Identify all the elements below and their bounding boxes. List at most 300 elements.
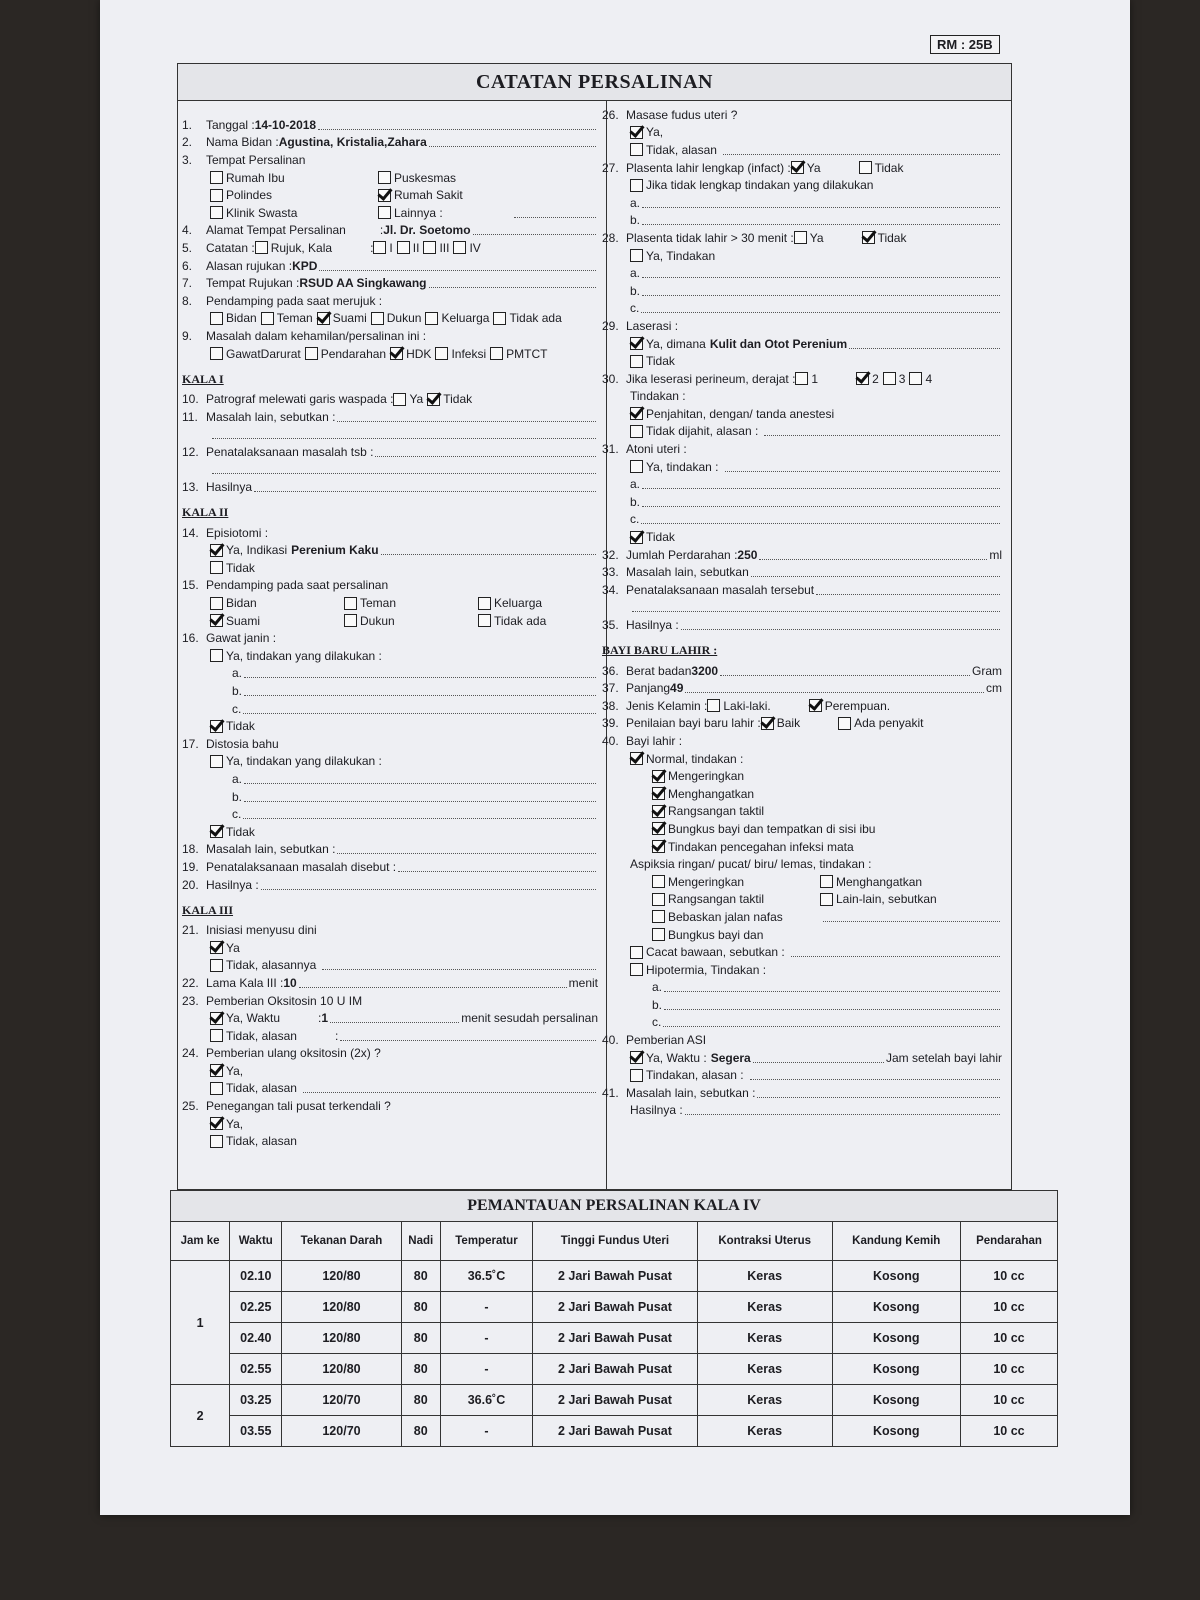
checkbox-option[interactable]	[397, 241, 420, 255]
fill-in-line[interactable]	[261, 880, 596, 890]
table-cell: 2 Jari Bawah Pusat	[533, 1323, 698, 1354]
checkbox-option[interactable]	[862, 231, 907, 245]
item-label: Penatalaksanaan masalah disebut :	[206, 859, 397, 874]
checkbox-icon[interactable]	[630, 963, 643, 976]
checkbox-option[interactable]	[255, 241, 332, 255]
checkbox-icon[interactable]	[652, 893, 665, 906]
checkbox-option[interactable]	[652, 804, 764, 818]
item-number: 2.	[182, 135, 193, 150]
item-label: cm	[986, 681, 1002, 696]
fill-in-line[interactable]	[641, 303, 1000, 313]
checkbox-option[interactable]	[838, 716, 923, 730]
checkbox-option[interactable]	[435, 347, 486, 361]
checkbox-option[interactable]	[478, 614, 608, 628]
checkbox-option[interactable]	[791, 161, 821, 175]
checked-checkbox-icon[interactable]	[652, 787, 665, 800]
fill-in-line[interactable]	[750, 1070, 1000, 1080]
fill-in-line[interactable]	[254, 482, 596, 492]
table-cell: Keras	[697, 1385, 832, 1416]
form-item	[602, 803, 1002, 821]
checkbox-icon[interactable]	[630, 179, 643, 192]
fill-in-line[interactable]	[641, 514, 1000, 524]
fill-in-line[interactable]	[429, 137, 596, 147]
checkbox-label: Ya, tindakan yang dilakukan :	[226, 648, 382, 663]
checked-checkbox-icon[interactable]	[210, 1064, 223, 1077]
form-item	[182, 921, 598, 939]
checked-checkbox-icon[interactable]	[210, 720, 223, 733]
checkbox-icon[interactable]	[794, 231, 807, 244]
checkbox-option[interactable]	[317, 311, 367, 325]
checkbox-icon[interactable]	[210, 347, 223, 360]
fill-in-line[interactable]	[791, 947, 1000, 957]
checkbox-label: Dukun	[386, 311, 422, 326]
fill-in-line[interactable]	[663, 1017, 1000, 1027]
checkbox-icon[interactable]	[210, 312, 223, 325]
checkbox-icon[interactable]	[305, 347, 318, 360]
checkbox-icon[interactable]	[630, 249, 643, 262]
fill-in-line[interactable]	[642, 479, 1000, 489]
checked-checkbox-icon[interactable]	[809, 699, 822, 712]
checkbox-option[interactable]	[210, 825, 255, 839]
checkbox-icon[interactable]	[397, 241, 410, 254]
checkbox-option[interactable]	[210, 1029, 297, 1043]
checked-checkbox-icon[interactable]	[210, 614, 223, 627]
checkbox-option[interactable]	[630, 945, 785, 959]
checkbox-label: Tidak ada	[494, 613, 547, 628]
checkbox-option[interactable]	[344, 614, 474, 628]
checkbox-icon[interactable]	[423, 241, 436, 254]
checkbox-icon[interactable]	[630, 425, 643, 438]
checkbox-option[interactable]	[630, 249, 715, 263]
checkbox-icon[interactable]	[478, 597, 491, 610]
checkbox-option[interactable]	[630, 354, 675, 368]
monitoring-table	[170, 1221, 1058, 1447]
filled-value: RSUD AA Singkawang	[299, 276, 427, 291]
checkbox-icon[interactable]	[453, 241, 466, 254]
checkbox-option[interactable]	[630, 460, 719, 474]
fill-in-line[interactable]	[337, 412, 596, 422]
item-label: Laserasi :	[626, 318, 679, 333]
checkbox-option[interactable]	[630, 178, 873, 192]
form-item	[182, 594, 598, 612]
form-item	[182, 1132, 598, 1150]
checkbox-icon[interactable]	[820, 893, 833, 906]
fill-in-line[interactable]	[473, 225, 596, 235]
checkbox-label: Suami	[332, 311, 367, 326]
table-cell: 120/70	[282, 1416, 401, 1447]
fill-in-line[interactable]	[337, 844, 596, 854]
fill-in-line[interactable]	[303, 1083, 596, 1093]
item-label: a.	[652, 980, 663, 995]
checkbox-option[interactable]	[490, 347, 547, 361]
item-label: :	[379, 223, 384, 238]
form-item	[602, 511, 1002, 529]
checkbox-option[interactable]	[210, 171, 340, 185]
checkbox-option[interactable]	[630, 530, 675, 544]
form-item	[602, 697, 1002, 715]
checkbox-option[interactable]	[630, 125, 663, 139]
fill-in-line[interactable]	[759, 550, 987, 560]
checkbox-icon[interactable]	[909, 372, 922, 385]
fill-in-line[interactable]	[642, 286, 1000, 296]
checkbox-icon[interactable]	[652, 910, 665, 923]
form-item	[602, 581, 1002, 599]
checked-checkbox-icon[interactable]	[210, 1012, 223, 1025]
checkbox-option[interactable]	[373, 241, 392, 255]
checked-checkbox-icon[interactable]	[652, 840, 665, 853]
fill-in-line[interactable]	[244, 686, 596, 696]
form-item	[182, 222, 598, 240]
checkbox-icon[interactable]	[859, 161, 872, 174]
checkbox-icon[interactable]	[493, 312, 506, 325]
filled-value: Jl. Dr. Soetomo	[383, 223, 471, 238]
fill-in-line[interactable]	[340, 1031, 596, 1041]
checkbox-icon[interactable]	[490, 347, 503, 360]
checkbox-option[interactable]	[305, 347, 386, 361]
checkbox-icon[interactable]	[210, 755, 223, 768]
fill-in-line[interactable]	[723, 145, 1000, 155]
fill-in-line[interactable]	[429, 278, 596, 288]
checkbox-option[interactable]	[427, 392, 472, 406]
fill-in-line[interactable]	[849, 339, 1000, 349]
fill-in-line[interactable]	[330, 1013, 459, 1023]
checkbox-icon[interactable]	[630, 460, 643, 473]
fill-in-line[interactable]	[319, 261, 596, 271]
checkbox-option[interactable]	[393, 392, 423, 406]
table-cell: 36.5˚C	[440, 1261, 532, 1292]
checked-checkbox-icon[interactable]	[210, 544, 223, 557]
checkbox-option[interactable]	[210, 596, 340, 610]
checkbox-icon[interactable]	[210, 1135, 223, 1148]
checkbox-icon[interactable]	[210, 189, 223, 202]
checkbox-option[interactable]	[210, 1134, 297, 1148]
checkbox-icon[interactable]	[210, 597, 223, 610]
checkbox-icon[interactable]	[707, 699, 720, 712]
checked-checkbox-icon[interactable]	[427, 393, 440, 406]
fill-in-line[interactable]	[642, 198, 1000, 208]
checkbox-label: Cacat bawaan, sebutkan :	[646, 945, 785, 960]
table-cell: 36.6˚C	[440, 1385, 532, 1416]
checkbox-option[interactable]	[856, 372, 879, 386]
item-label: Masalah lain, sebutkan :	[206, 409, 336, 424]
fill-in-line[interactable]	[299, 978, 567, 988]
form-item	[182, 957, 598, 975]
checkbox-option[interactable]	[210, 347, 301, 361]
checked-checkbox-icon[interactable]	[630, 337, 643, 350]
checkbox-option[interactable]	[820, 892, 950, 906]
checked-checkbox-icon[interactable]	[652, 805, 665, 818]
fill-in-line[interactable]	[398, 862, 596, 872]
checkbox-label: Ya,	[226, 1063, 244, 1078]
checkbox-option[interactable]	[630, 424, 758, 438]
checkbox-label: Ya, tindakan yang dilakukan :	[226, 754, 382, 769]
checkbox-option[interactable]	[630, 1068, 744, 1082]
checked-checkbox-icon[interactable]	[652, 770, 665, 783]
checkbox-option[interactable]	[630, 337, 706, 351]
checked-checkbox-icon[interactable]	[856, 372, 869, 385]
checked-checkbox-icon[interactable]	[630, 1051, 643, 1064]
fill-in-line[interactable]	[664, 1000, 1000, 1010]
item-number: 40.	[602, 733, 619, 748]
checkbox-option[interactable]	[652, 875, 782, 889]
checkbox-label: Ada penyakit	[854, 716, 924, 731]
checkbox-option[interactable]	[210, 1064, 243, 1078]
form-item	[182, 116, 598, 134]
checked-checkbox-icon[interactable]	[862, 231, 875, 244]
checkbox-option[interactable]	[630, 963, 766, 977]
checkbox-icon[interactable]	[795, 372, 808, 385]
form-item	[182, 292, 598, 310]
checkbox-option[interactable]	[210, 649, 382, 663]
checked-checkbox-icon[interactable]	[210, 941, 223, 954]
checkbox-icon[interactable]	[255, 241, 268, 254]
table-row	[171, 1292, 1058, 1323]
checkbox-option[interactable]	[210, 1011, 280, 1025]
checkbox-option[interactable]	[210, 614, 340, 628]
checkbox-option[interactable]	[425, 311, 489, 325]
fill-in-line[interactable]	[212, 464, 596, 474]
item-number: 28.	[602, 230, 619, 245]
checkbox-icon[interactable]	[210, 561, 223, 574]
form-item	[182, 1045, 598, 1063]
fill-in-line[interactable]	[642, 497, 1000, 507]
table-cell: 80	[401, 1416, 440, 1447]
fill-in-line[interactable]	[375, 447, 596, 457]
fill-in-line[interactable]	[816, 585, 1000, 595]
table-header-row	[171, 1222, 1058, 1261]
checked-checkbox-icon[interactable]	[791, 161, 804, 174]
checkbox-option[interactable]	[652, 928, 782, 942]
checkbox-option[interactable]	[423, 241, 449, 255]
checked-checkbox-icon[interactable]	[630, 752, 643, 765]
item-label: b.	[232, 684, 243, 699]
fill-in-line[interactable]	[381, 545, 596, 555]
checkbox-icon[interactable]	[630, 1069, 643, 1082]
checkbox-option[interactable]	[478, 596, 608, 610]
checkbox-icon[interactable]	[630, 946, 643, 959]
checkbox-option[interactable]	[493, 311, 561, 325]
item-label: Berat badan	[626, 663, 692, 678]
fill-in-line[interactable]	[244, 774, 596, 784]
fill-in-line[interactable]	[642, 268, 1000, 278]
table-cell: 03.25	[230, 1385, 282, 1416]
checked-checkbox-icon[interactable]	[630, 531, 643, 544]
fill-in-line[interactable]	[244, 792, 596, 802]
item-label: b.	[630, 283, 641, 298]
fill-in-line[interactable]	[632, 602, 1000, 612]
item-number: 40.	[602, 1033, 619, 1048]
item-label: b.	[630, 494, 641, 509]
table-row	[171, 1354, 1058, 1385]
checkbox-option[interactable]	[707, 699, 770, 713]
checkbox-icon[interactable]	[261, 312, 274, 325]
checkbox-option[interactable]	[652, 892, 782, 906]
checkbox-icon[interactable]	[883, 372, 896, 385]
item-label: Plasenta lahir lengkap (infact) :	[626, 160, 791, 175]
checkbox-option[interactable]	[795, 372, 818, 386]
form-item	[602, 458, 1002, 476]
checkbox-option[interactable]	[210, 188, 340, 202]
checkbox-option[interactable]	[210, 1117, 243, 1131]
checkbox-option[interactable]	[210, 719, 255, 733]
checkbox-icon[interactable]	[630, 355, 643, 368]
checkbox-option[interactable]	[652, 787, 754, 801]
fill-in-line[interactable]	[318, 120, 596, 130]
kala-iv-monitoring	[170, 1190, 1058, 1447]
checked-checkbox-icon[interactable]	[210, 825, 223, 838]
checkbox-label: HDK	[406, 346, 432, 361]
fill-in-line[interactable]	[243, 704, 596, 714]
checkbox-icon[interactable]	[652, 875, 665, 888]
checkbox-icon[interactable]	[378, 171, 391, 184]
form-item	[602, 423, 1002, 441]
fill-in-line[interactable]	[757, 1088, 1000, 1098]
fill-in-line[interactable]	[720, 666, 970, 676]
checkbox-label: Lainnya :	[394, 205, 443, 220]
checkbox-option[interactable]	[261, 311, 313, 325]
checkbox-label: Infeksi	[451, 346, 487, 361]
checkbox-label: Keluarga	[494, 596, 543, 611]
checked-checkbox-icon[interactable]	[630, 126, 643, 139]
section-heading: KALA I	[182, 371, 224, 386]
checkbox-icon[interactable]	[344, 597, 357, 610]
table-row	[171, 1385, 1058, 1416]
fill-in-line[interactable]	[244, 668, 596, 678]
item-number: 21.	[182, 923, 199, 938]
checked-checkbox-icon[interactable]	[378, 189, 391, 202]
checkbox-icon[interactable]	[210, 959, 223, 972]
checkbox-option[interactable]	[453, 241, 480, 255]
checkbox-option[interactable]	[652, 910, 783, 924]
checkbox-icon[interactable]	[393, 393, 406, 406]
checkbox-icon[interactable]	[210, 206, 223, 219]
checkbox-label: Tidak, alasan	[226, 1081, 297, 1096]
checkbox-label: Dukun	[360, 613, 395, 628]
form-item	[602, 159, 1002, 177]
section-heading: KALA II	[182, 505, 229, 520]
checkbox-icon[interactable]	[435, 347, 448, 360]
checkbox-label: Polindes	[226, 188, 273, 203]
form-item	[602, 820, 1002, 838]
checkbox-icon[interactable]	[344, 614, 357, 627]
checkbox-option[interactable]	[859, 161, 904, 175]
checkbox-icon[interactable]	[210, 649, 223, 662]
fill-in-line[interactable]	[685, 683, 984, 693]
checkbox-option[interactable]	[630, 1051, 707, 1065]
checkbox-option[interactable]	[652, 840, 854, 854]
checkbox-option[interactable]	[378, 206, 508, 220]
checkbox-option[interactable]	[378, 171, 508, 185]
checkbox-option[interactable]	[883, 372, 906, 386]
checkbox-option[interactable]	[909, 372, 932, 386]
checkbox-icon[interactable]	[378, 206, 391, 219]
fill-in-line[interactable]	[664, 982, 1000, 992]
checkbox-option[interactable]	[652, 822, 875, 836]
fill-in-line[interactable]	[725, 462, 1001, 472]
fill-in-line[interactable]	[685, 1105, 1000, 1115]
checked-checkbox-icon[interactable]	[652, 822, 665, 835]
checkbox-icon[interactable]	[820, 875, 833, 888]
table-cell: 2 Jari Bawah Pusat	[533, 1416, 698, 1447]
checkbox-option[interactable]	[820, 875, 950, 889]
checkbox-option[interactable]	[630, 752, 743, 766]
checkbox-option[interactable]	[371, 311, 422, 325]
checkbox-icon[interactable]	[425, 312, 438, 325]
form-item	[182, 426, 598, 444]
checkbox-label: Tidak	[877, 230, 907, 245]
checked-checkbox-icon[interactable]	[390, 347, 403, 360]
fill-in-line[interactable]	[514, 208, 596, 218]
checkbox-icon[interactable]	[478, 614, 491, 627]
fill-in-line[interactable]	[764, 426, 1000, 436]
checkbox-option[interactable]	[210, 754, 382, 768]
checked-checkbox-icon[interactable]	[317, 312, 330, 325]
checkbox-icon[interactable]	[371, 312, 384, 325]
checkbox-option[interactable]	[210, 543, 287, 557]
checkbox-icon[interactable]	[210, 1082, 223, 1095]
checkbox-option[interactable]	[652, 769, 744, 783]
fill-in-line[interactable]	[753, 1053, 884, 1063]
checkbox-option[interactable]	[210, 206, 340, 220]
checkbox-option[interactable]	[378, 188, 508, 202]
item-label: Pendamping pada saat merujuk :	[206, 293, 383, 308]
checkbox-option[interactable]	[630, 143, 717, 157]
checkbox-icon[interactable]	[838, 717, 851, 730]
checkbox-option[interactable]	[210, 311, 257, 325]
fill-in-line[interactable]	[681, 620, 1000, 630]
table-cell: Keras	[697, 1292, 832, 1323]
checkbox-option[interactable]	[630, 407, 834, 421]
checkbox-icon[interactable]	[652, 928, 665, 941]
item-label: Alasan rujukan :	[206, 258, 293, 273]
checkbox-icon[interactable]	[210, 1029, 223, 1042]
checked-checkbox-icon[interactable]	[210, 1117, 223, 1130]
checked-checkbox-icon[interactable]	[761, 717, 774, 730]
checkbox-option[interactable]	[390, 347, 431, 361]
checkbox-option[interactable]	[210, 561, 255, 575]
table-cell: Keras	[697, 1354, 832, 1385]
checkbox-option[interactable]	[809, 699, 890, 713]
checkbox-option[interactable]	[210, 1081, 297, 1095]
fill-in-line[interactable]	[823, 912, 1000, 922]
item-number: 32.	[602, 547, 619, 562]
checkbox-icon[interactable]	[630, 143, 643, 156]
checkbox-option[interactable]	[210, 941, 240, 955]
checkbox-option[interactable]	[794, 231, 824, 245]
item-label: :	[318, 1011, 322, 1026]
fill-in-line[interactable]	[212, 429, 596, 439]
item-label: Tanggal :	[206, 117, 255, 132]
checkbox-label: Baik	[776, 716, 801, 731]
checkbox-icon[interactable]	[210, 171, 223, 184]
fill-in-line[interactable]	[642, 215, 1000, 225]
item-number: 31.	[602, 442, 619, 457]
fill-in-line[interactable]	[751, 567, 1000, 577]
form-item	[602, 352, 1002, 370]
form-item	[182, 257, 598, 275]
checkbox-label: 4	[925, 371, 933, 386]
checkbox-option[interactable]	[210, 958, 316, 972]
checkbox-option[interactable]	[761, 716, 800, 730]
checkbox-label: Ya	[809, 230, 824, 245]
form-item	[602, 335, 1002, 353]
fill-in-line[interactable]	[243, 809, 596, 819]
fill-in-line[interactable]	[322, 960, 596, 970]
table-cell: 80	[401, 1261, 440, 1292]
checkbox-icon[interactable]	[373, 241, 386, 254]
checked-checkbox-icon[interactable]	[630, 407, 643, 420]
checkbox-option[interactable]	[344, 596, 474, 610]
